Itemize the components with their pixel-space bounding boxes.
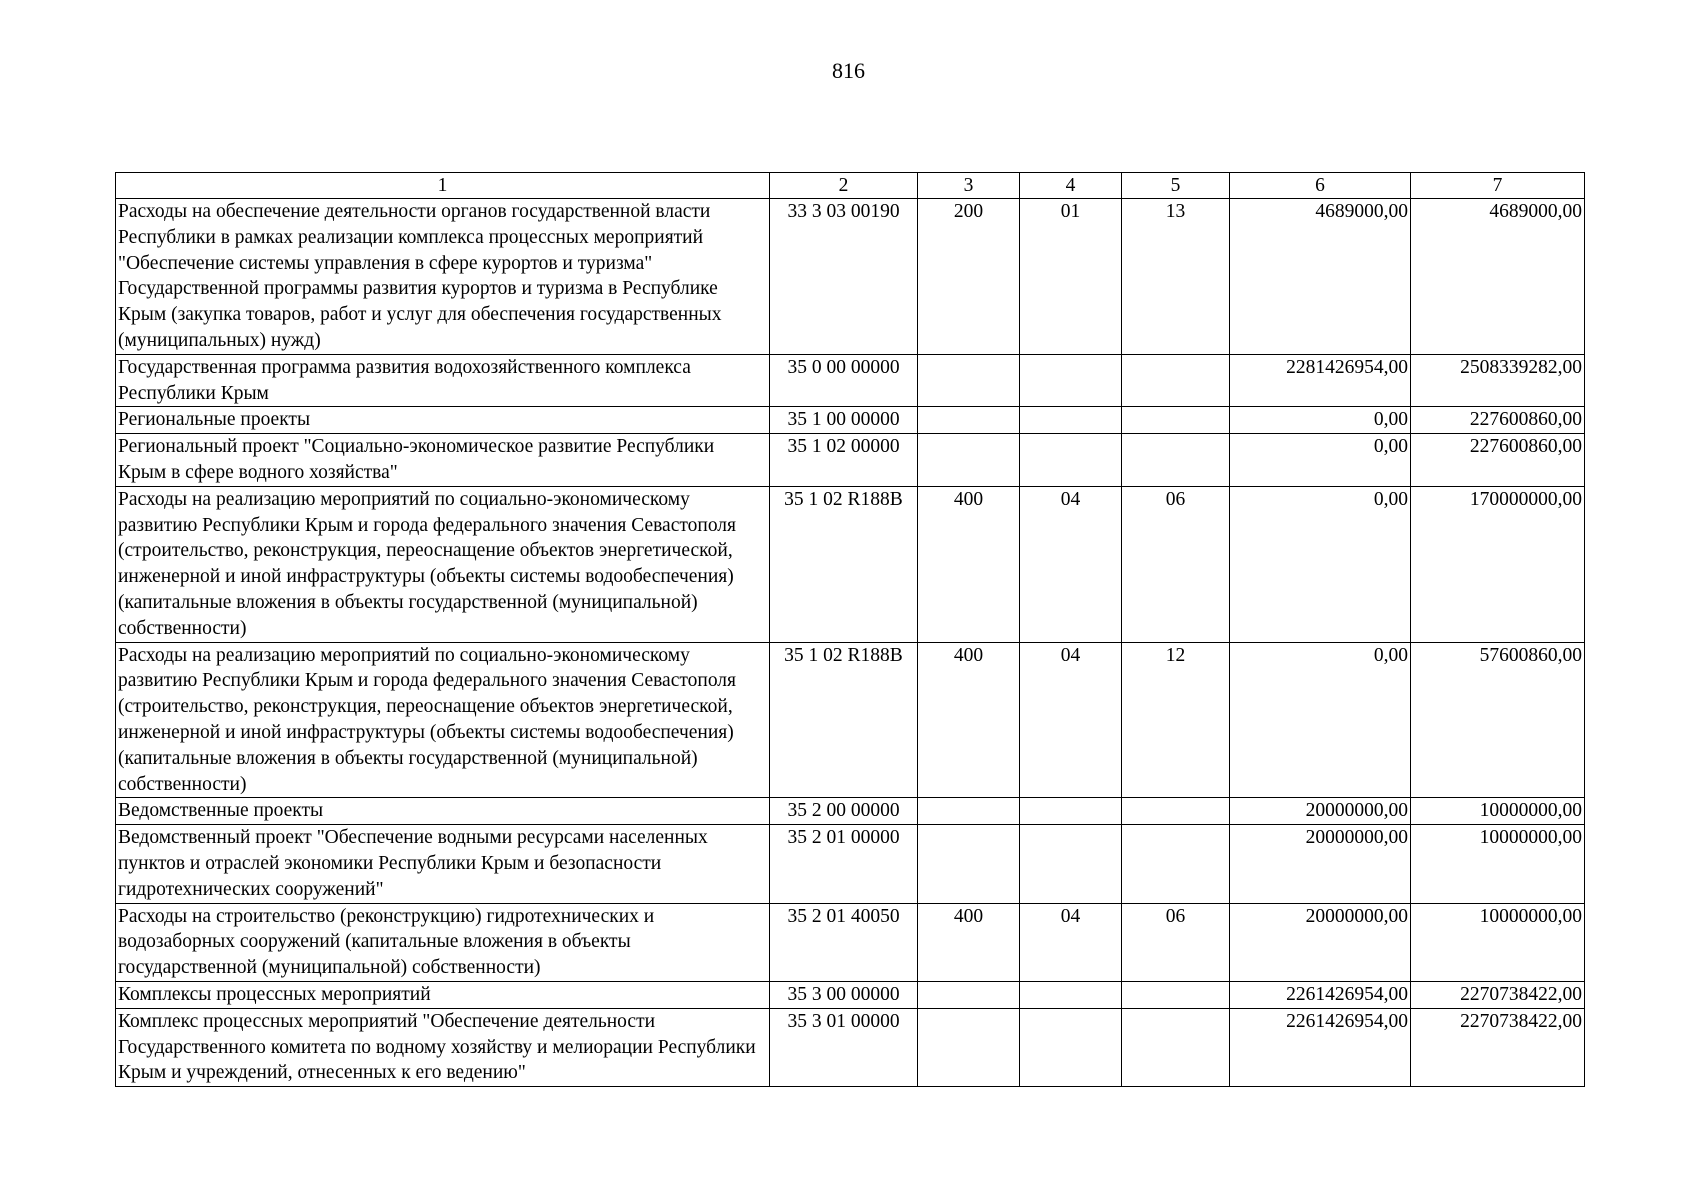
header-cell-2: 2 bbox=[770, 173, 918, 199]
row-code: 35 2 01 00000 bbox=[770, 825, 918, 903]
row-col3 bbox=[918, 434, 1020, 487]
row-col4 bbox=[1020, 798, 1122, 825]
row-col4 bbox=[1020, 407, 1122, 434]
row-amount-7: 4689000,00 bbox=[1411, 199, 1585, 355]
row-col3: 200 bbox=[918, 199, 1020, 355]
table-row bbox=[116, 825, 1585, 903]
table-row bbox=[116, 407, 1585, 434]
row-amount-6: 4689000,00 bbox=[1230, 199, 1411, 355]
table-row bbox=[116, 486, 1585, 642]
row-code: 35 1 00 00000 bbox=[770, 407, 918, 434]
row-name: Расходы на обеспечение деятельности органов государственной власти Республики в рамках реализации комплекса процессных мероприятий "Обеспечение системы управления в сфере курортов и туризма" Государственной программы развития курортов и туризма в Республике Крым (закупка товаров, работ и услуг для обеспечения государственных (муниципальных) нужд) bbox=[116, 199, 770, 355]
row-col3: 400 bbox=[918, 903, 1020, 981]
row-col5 bbox=[1122, 798, 1230, 825]
row-col5: 06 bbox=[1122, 486, 1230, 642]
row-amount-7: 2270738422,00 bbox=[1411, 1008, 1585, 1086]
page-number: 816 bbox=[832, 58, 865, 83]
header-cell-5: 5 bbox=[1122, 173, 1230, 199]
header-cell-3: 3 bbox=[918, 173, 1020, 199]
row-col3 bbox=[918, 798, 1020, 825]
row-amount-7: 227600860,00 bbox=[1411, 434, 1585, 487]
row-col5 bbox=[1122, 981, 1230, 1008]
row-code: 35 0 00 00000 bbox=[770, 354, 918, 407]
row-code: 35 1 02 00000 bbox=[770, 434, 918, 487]
row-col5 bbox=[1122, 407, 1230, 434]
row-code: 35 2 01 40050 bbox=[770, 903, 918, 981]
row-amount-6: 20000000,00 bbox=[1230, 825, 1411, 903]
row-col4: 04 bbox=[1020, 642, 1122, 798]
table-row bbox=[116, 903, 1585, 981]
row-col3 bbox=[918, 354, 1020, 407]
row-col4: 01 bbox=[1020, 199, 1122, 355]
row-name: Региональные проекты bbox=[116, 407, 770, 434]
table-row bbox=[116, 434, 1585, 487]
row-amount-6: 2281426954,00 bbox=[1230, 354, 1411, 407]
row-name: Расходы на реализацию мероприятий по социально-экономическому развитию Республики Крым и города федерального значения Севастополя (строительство, реконструкция, переоснащение объектов энергетической, инженерной и иной инфраструктуры (объекты системы водообеспечения) (капитальные вложения в объекты государственной (муниципальной) собственности) bbox=[116, 486, 770, 642]
row-name: Комплекс процессных мероприятий "Обеспечение деятельности Государственного комитета по водному хозяйству и мелиорации Республики Крым и учреждений, отнесенных к его ведению" bbox=[116, 1008, 770, 1086]
row-code: 35 3 00 00000 bbox=[770, 981, 918, 1008]
row-code: 35 1 02 R188B bbox=[770, 486, 918, 642]
header-row bbox=[116, 173, 1585, 199]
row-name: Комплексы процессных мероприятий bbox=[116, 981, 770, 1008]
row-amount-7: 10000000,00 bbox=[1411, 798, 1585, 825]
row-code: 35 1 02 R188B bbox=[770, 642, 918, 798]
row-amount-6: 0,00 bbox=[1230, 434, 1411, 487]
row-code: 35 2 00 00000 bbox=[770, 798, 918, 825]
row-col4 bbox=[1020, 981, 1122, 1008]
row-name: Расходы на строительство (реконструкцию) гидротехнических и водозаборных сооружений (капитальные вложения в объекты государственной (муниципальной) собственности) bbox=[116, 903, 770, 981]
row-col3 bbox=[918, 825, 1020, 903]
row-amount-6: 20000000,00 bbox=[1230, 903, 1411, 981]
row-col5: 13 bbox=[1122, 199, 1230, 355]
table-row bbox=[116, 1008, 1585, 1086]
header-cell-1: 1 bbox=[116, 173, 770, 199]
row-col3: 400 bbox=[918, 642, 1020, 798]
header-cell-4: 4 bbox=[1020, 173, 1122, 199]
row-amount-6: 0,00 bbox=[1230, 642, 1411, 798]
row-col5: 06 bbox=[1122, 903, 1230, 981]
row-name: Ведомственные проекты bbox=[116, 798, 770, 825]
row-amount-7: 10000000,00 bbox=[1411, 903, 1585, 981]
budget-table bbox=[115, 172, 1585, 1087]
row-col4 bbox=[1020, 1008, 1122, 1086]
row-col4 bbox=[1020, 825, 1122, 903]
row-amount-6: 0,00 bbox=[1230, 486, 1411, 642]
row-amount-6: 2261426954,00 bbox=[1230, 981, 1411, 1008]
row-code: 35 3 01 00000 bbox=[770, 1008, 918, 1086]
row-name: Ведомственный проект "Обеспечение водными ресурсами населенных пунктов и отраслей экономики Республики Крым и безопасности гидротехнических сооружений" bbox=[116, 825, 770, 903]
row-name: Расходы на реализацию мероприятий по социально-экономическому развитию Республики Крым и города федерального значения Севастополя (строительство, реконструкция, переоснащение объектов энергетической, инженерной и иной инфраструктуры (объекты системы водообеспечения) (капитальные вложения в объекты государственной (муниципальной) собственности) bbox=[116, 642, 770, 798]
row-col4: 04 bbox=[1020, 486, 1122, 642]
row-col4: 04 bbox=[1020, 903, 1122, 981]
row-col3 bbox=[918, 981, 1020, 1008]
row-amount-7: 2270738422,00 bbox=[1411, 981, 1585, 1008]
row-col5 bbox=[1122, 825, 1230, 903]
row-col3 bbox=[918, 1008, 1020, 1086]
row-amount-7: 10000000,00 bbox=[1411, 825, 1585, 903]
row-amount-6: 2261426954,00 bbox=[1230, 1008, 1411, 1086]
row-amount-6: 20000000,00 bbox=[1230, 798, 1411, 825]
row-col5 bbox=[1122, 354, 1230, 407]
row-code: 33 3 03 00190 bbox=[770, 199, 918, 355]
table-row bbox=[116, 199, 1585, 355]
row-name: Региональный проект "Социально-экономическое развитие Республики Крым в сфере водного хозяйства" bbox=[116, 434, 770, 487]
header-cell-7: 7 bbox=[1411, 173, 1585, 199]
row-amount-7: 2508339282,00 bbox=[1411, 354, 1585, 407]
row-amount-7: 227600860,00 bbox=[1411, 407, 1585, 434]
table-row bbox=[116, 642, 1585, 798]
table-row bbox=[116, 798, 1585, 825]
row-col4 bbox=[1020, 354, 1122, 407]
row-col4 bbox=[1020, 434, 1122, 487]
row-amount-6: 0,00 bbox=[1230, 407, 1411, 434]
header-cell-6: 6 bbox=[1230, 173, 1411, 199]
row-name: Государственная программа развития водохозяйственного комплекса Республики Крым bbox=[116, 354, 770, 407]
row-col3 bbox=[918, 407, 1020, 434]
row-col5: 12 bbox=[1122, 642, 1230, 798]
row-col5 bbox=[1122, 1008, 1230, 1086]
table-row bbox=[116, 354, 1585, 407]
row-col3: 400 bbox=[918, 486, 1020, 642]
row-amount-7: 57600860,00 bbox=[1411, 642, 1585, 798]
row-amount-7: 170000000,00 bbox=[1411, 486, 1585, 642]
table-row bbox=[116, 981, 1585, 1008]
row-col5 bbox=[1122, 434, 1230, 487]
